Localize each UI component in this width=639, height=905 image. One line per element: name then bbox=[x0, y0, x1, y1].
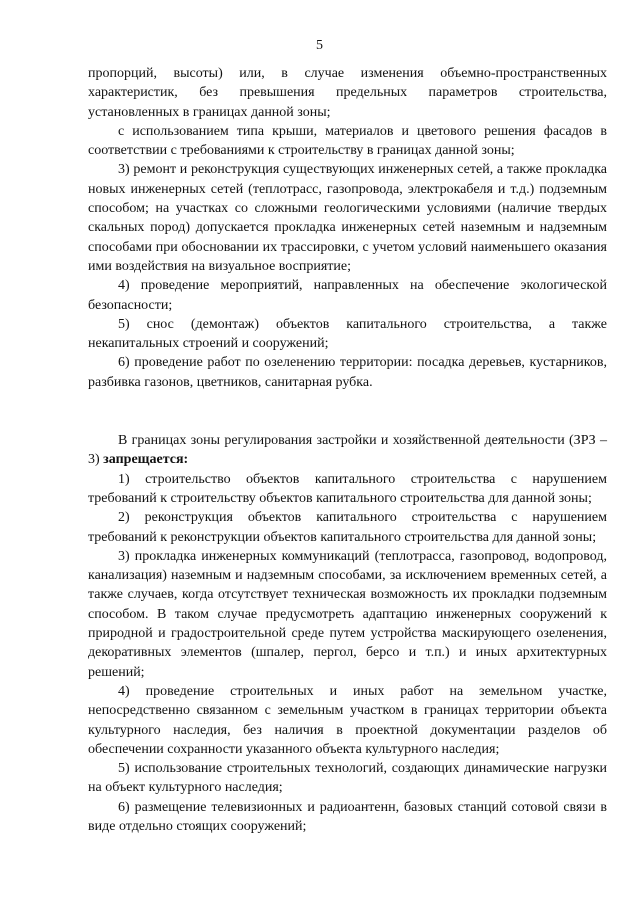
section-spacer bbox=[88, 392, 607, 431]
paragraph: с использованием типа крыши, материалов и цветового решения фасадов в соответствии с требованиями к строительству в границах данной зоны; bbox=[88, 123, 607, 159]
list-item: 1) строительство объектов капитального строительства с нарушением требований к строительству объектов капитального строительства для данной зоны; bbox=[88, 471, 607, 506]
section-intro bbox=[88, 431, 607, 470]
list-item: 5) использование строительных технологий, создающих динамические нагрузки на объект культурного наследия; bbox=[88, 761, 607, 796]
list-item: 2) реконструкция объектов капитального строительства с нарушением требований к реконструкции объектов капитального строительства для данной зоны; bbox=[88, 510, 607, 545]
page-number: 5 bbox=[316, 38, 323, 53]
list-item: 3) прокладка инженерных коммуникаций (теплотрасса, газопровод, водопровод, канализация) наземным и надземным способами, за исключением временных сетей, а также случаев, когда отсутствует техническая возможность их прокладки подземным способом. В таком случае предусмотреть адаптацию инженерных сооружений к природной и градостроительной среде путем устройства маскирующего озеленения, декоративных элементов (шпалер, пергол, берсо и т.п.) и иных архитектурных решений; bbox=[88, 548, 607, 680]
list-item: 3) ремонт и реконструкция существующих инженерных сетей, а также прокладка новых инженерных сетей (теплотрасс, газопровода, электрокабеля и т.д.) подземным способом; на участках со сложными геологическими условиями (наличие твердых скальных пород) допускается прокладка инженерных сетей наземным и надземным способами при обосновании их трассировки, с учетом условий наименьшего оказания ими воздействия на визуальное восприятие; bbox=[88, 162, 607, 274]
list-item: 4) проведение мероприятий, направленных на обеспечение экологической безопасности; bbox=[88, 278, 607, 313]
list-item: 5) снос (демонтаж) объектов капитального строительства, а также некапитальных строений и сооружений; bbox=[88, 316, 607, 352]
section-intro-text: В границах зоны регулирования застройки и хозяйственной деятельности (ЗРЗ – 3) bbox=[88, 433, 607, 468]
list-item: 6) размещение телевизионных и радиоантенн, базовых станций сотовой связи в виде отдельно стоящих сооружений; bbox=[88, 799, 607, 834]
paragraph: пропорций, высоты) или, в случае изменения объемно-пространственных характеристик, без превышения предельных параметров строительства, установленных в границах данной зоны; bbox=[88, 66, 607, 120]
document-body bbox=[88, 64, 607, 836]
section-intro-bold: запрещается: bbox=[103, 452, 189, 468]
list-item: 6) проведение работ по озеленению территории: посадка деревьев, кустарников, разбивка газонов, цветников, санитарная рубка. bbox=[88, 355, 607, 390]
list-item: 4) проведение строительных и иных работ на земельном участке, непосредственно связанном с земельным участком в границах территории объекта культурного наследия, без наличия в проектной документации разделов об обеспечении сохранности указанного объекта культурного наследия; bbox=[88, 683, 607, 757]
